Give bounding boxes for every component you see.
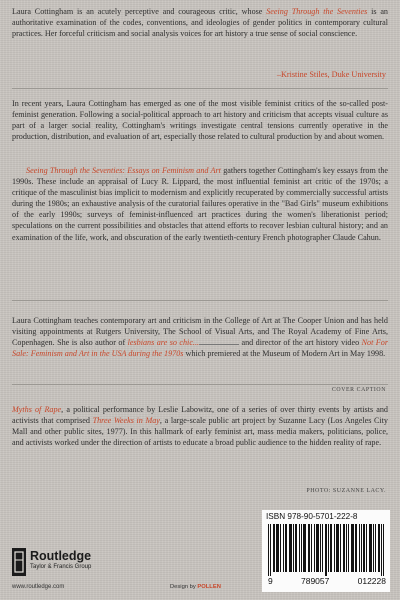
barcode-bar (369, 524, 370, 572)
barcode-bar (286, 524, 287, 572)
essays-book-title: Seeing Through the Seventies: Essays on Feminism and Art (26, 166, 221, 175)
barcode-bar (290, 524, 291, 572)
barcode-bar (309, 524, 310, 572)
divider-middle (12, 300, 388, 301)
barcode-bar (352, 524, 353, 572)
barcode-icon (268, 524, 384, 576)
endorsement-text: Laura Cottingham is an acutely perceptive and courageous critic, whose (12, 7, 267, 16)
barcode-bar (299, 524, 300, 572)
barcode-bar (381, 524, 382, 576)
barcode-bar (378, 524, 379, 572)
barcode-bar (346, 524, 347, 572)
barcode-bar (364, 524, 365, 572)
barcode-bar (268, 524, 269, 576)
isbn-text: ISBN 978-90-5701-222-8 (266, 512, 358, 521)
publisher-logo (12, 548, 102, 582)
barcode-bar (311, 524, 312, 572)
publisher-subtitle: Taylor & Francis Group (30, 564, 92, 570)
endorsement-book-title: Seeing Through the Seventies (266, 7, 368, 16)
barcode-bar (320, 524, 321, 572)
barcode-bar (340, 524, 341, 572)
barcode-bar (274, 524, 275, 572)
barcode-bar (278, 524, 279, 572)
barcode-bar (301, 524, 302, 572)
essays-text: gathers together Cottingham's key essays from the 1990s. These include an appraisal of Lucy R. Lippard, the most influential feminist art critic of the 1970s; a critique of the masculinist bias implicit to modernism and explicitly recuperated by commercially successful artists during the 1980s; an exhaustive analysis of the curatorial failures operative in the "Bad Girls" museum exhibitions of the early 1990s; surveys of feminist-influenced art practices during the women's liberationist period; speculations on the current possibilities and obstacles that attend efforts to recover lesbian cultural history; and an examination of the life, work, and obscuration of the early twentieth-century French photographer Claude Cahun. (12, 166, 388, 242)
barcode-bar (280, 524, 281, 572)
bio-title-b: Not For Sale: Feminism and Art in the USA during the 1970s (12, 338, 388, 359)
barcode-bar (326, 524, 327, 576)
barcode-bar (291, 524, 292, 572)
caption-title-a: Myths of Rape (12, 405, 62, 414)
barcode-bar (273, 524, 274, 572)
photo-credit: PHOTO: SUZANNE LACY. (306, 488, 386, 494)
bio-text-a: Laura Cottingham teaches contemporary art and criticism in the College of Art at The Cooper Union and has held visiting appointments at Rutgers University, The School of Visual Arts, and The Royal Academy of Fine Arts, Copenhagen. She is also author of (12, 316, 388, 348)
routledge-logo-icon (12, 548, 26, 576)
barcode-bar (270, 524, 271, 576)
barcode-bar (276, 524, 277, 572)
barcode-bar (366, 524, 367, 572)
barcode-bar (336, 524, 337, 572)
barcode-bar (325, 524, 326, 576)
publisher-name: Routledge (30, 549, 92, 563)
barcode-bar (351, 524, 352, 572)
barcode-bar (328, 524, 329, 572)
barcode-bar (383, 524, 384, 576)
barcode-bar (283, 524, 284, 572)
barcode-bar (373, 524, 374, 572)
caption-text-a: , a political performance by Leslie Labowitz, one of a series of over thirty events by artists and activists that comprised (12, 405, 388, 426)
endorsement-text-rest: is an authoritative examination of the codes, conventions, and ideologies of gender politics in contemporary cultural practices. Her forceful criticism and social analysis voices for art history a true sense of social conscience. (12, 7, 388, 39)
barcode-bar (361, 524, 362, 572)
barcode-bar (370, 524, 371, 572)
barcode-bar (295, 524, 296, 572)
barcode-bar (285, 524, 286, 572)
barcode-digit-left: 789057 (300, 576, 330, 586)
barcode-bar (322, 524, 323, 572)
description-paragraph: In recent years, Laura Cottingham has emerged as one of the most visible feminist critics of the so-called post-feminist generation. Following a social-political approach to art history and criticism that accepts visual culture as part of a larger social reality, Cottingham's writings investigate central tensions currently operative in the production, distribution, and evaluation of art, especially those related to cultural production by and about women. (12, 99, 388, 142)
barcode-bar (371, 524, 372, 572)
endorsement-paragraph (12, 6, 388, 39)
barcode-bar (317, 524, 318, 572)
endorsement-attribution: –Kristine Stiles, Duke University (276, 70, 386, 79)
barcode-bar (344, 524, 345, 572)
barcode-bar (305, 524, 306, 572)
barcode-bar (314, 524, 315, 572)
barcode-bar (337, 524, 338, 572)
barcode-bar (359, 524, 360, 572)
barcode-bar (318, 524, 319, 572)
barcode-bar (343, 524, 344, 572)
barcode-bar (277, 524, 278, 572)
barcode-digit-prefix: 9 (268, 576, 273, 586)
barcode-bar (363, 524, 364, 572)
barcode-bar (303, 524, 304, 572)
barcode-bar (375, 524, 376, 572)
publisher-website: www.routledge.com (12, 584, 65, 590)
barcode-bar (304, 524, 305, 572)
bio-text-b: and director of the art history video (239, 338, 362, 348)
barcode-bar (330, 524, 331, 572)
barcode-bar (356, 524, 357, 572)
barcode-digit-right: 012228 (357, 576, 386, 586)
divider-lower (12, 384, 388, 385)
design-studio: POLLEN (197, 584, 221, 590)
barcode-bar (293, 524, 294, 572)
barcode-bar (289, 524, 290, 572)
caption-title-b: Three Weeks in May (92, 416, 160, 426)
bio-text-c: which premiered at the Museum of Modern Art in May 1998. (183, 349, 386, 359)
barcode-bar (296, 524, 297, 572)
barcode-bar (355, 524, 356, 572)
barcode-digits (268, 576, 386, 586)
barcode-bar (316, 524, 317, 572)
barcode-bar (348, 524, 349, 572)
barcode-bar (379, 524, 380, 572)
caption-text-b: , a large-scale public art project by Suzanne Lacy (Los Angeles City Mall and other public sites, 1977). In this hallmark of early feminist art, mass media makers, politicians, police, and activists worked under the direction of artists to educate a broad public audience to the hidden reality of rape. (12, 416, 388, 448)
barcode-bar (334, 524, 335, 572)
design-credit (170, 584, 221, 590)
design-prefix: Design by (170, 584, 198, 590)
cover-caption-heading: COVER CAPTION (331, 387, 386, 393)
barcode-bar (338, 524, 339, 572)
barcode-bar (353, 524, 354, 572)
barcode-bar (308, 524, 309, 572)
barcode-bar (331, 524, 332, 572)
bio-title-a: lesbians are so chic... (127, 338, 200, 348)
divider-top (12, 88, 388, 89)
